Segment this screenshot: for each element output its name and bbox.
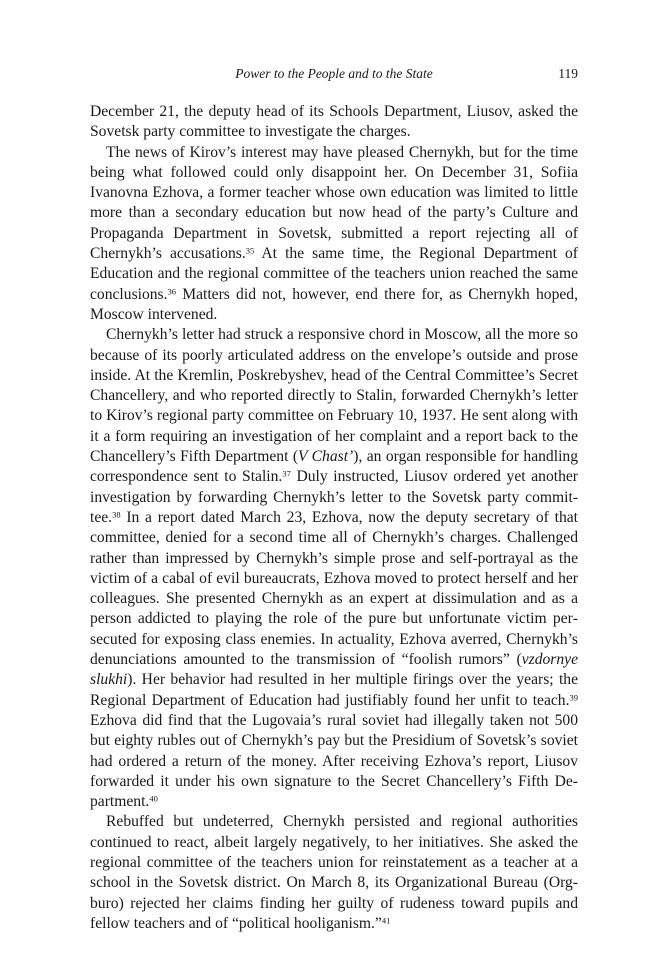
footnote-ref-40: 40 [149, 793, 158, 804]
paragraph-3-italic-v-chast: V Chast’ [298, 448, 354, 466]
running-head [90, 66, 578, 88]
paragraph-3-text-a: Chernykh’s letter had struck a responsive chord in Moscow, all the more so because of its poorly articulated address on the envelope’s outside and prose inside. At the Kremlin, Poskrebyshev, head of the Central Committee’s Secret Chancellery, and who reported directly to Stalin, forwarded Chernykh’s letter to Kirov’s regional party committee on February 10, 1937. He sent along with it a form requiring an investigation of her complaint and a report back to the Chancellery’s Fifth Department ( [90, 326, 578, 466]
paragraph-3-text-b: ), an organ responsible for handling correspondence sent to Stalin. [90, 448, 578, 486]
footnote-ref-39: 39 [569, 691, 578, 702]
book-page [90, 66, 578, 934]
running-title: Power to the People and to the State [235, 66, 433, 81]
paragraph-4 [90, 812, 578, 934]
footnote-ref-41: 41 [381, 915, 391, 926]
paragraph-1 [90, 102, 578, 143]
paragraph-2 [90, 143, 578, 326]
paragraph-3 [90, 325, 578, 812]
paragraph-3-text-f: Ezhova did find that the Lugovaia’s rural soviet had illegally taken not 500 but eighty rubles out of Chernykh’s pay but the Presidium of Sovetsk’s soviet had ordered a return of the money. After receiving Ezhova’s report, Liusov forwarded it under his own signature to the Secret Chancellery’s Fifth Department. [90, 711, 578, 811]
footnote-ref-38: 38 [112, 509, 121, 520]
footnote-ref-37: 37 [282, 468, 291, 479]
paragraph-2-text-a: The news of Kirov’s interest may have pleased Chernykh, but for the time being what followed could only disappoint her. On December 31, Sofiia Ivanovna Ezhova, a former teacher whose own education was limited to little more than a secondary education but now head of the party’s Culture and Propaganda Department in Sovetsk, submitted a report rejecting all of Chernykh’s accusations. [90, 143, 578, 263]
paragraph-2-text-c: Matters did not, however, end there for, as Chernykh hoped, Moscow intervened. [90, 285, 578, 323]
paragraph-1-text: December 21, the deputy head of its Schools Department, Liusov, asked the Sovetsk party committee to investigate the charges. [90, 103, 578, 141]
paragraph-3-text-e: ). Her behavior had resulted in her multiple firings over the years; the Regional Department of Education had justifiably found her unfit to teach. [90, 671, 578, 709]
paragraph-3-text-d: In a report dated March 23, Ezhova, now the deputy secretary of that committee, denied for a second time all of Chernykh’s charges. Challenged rather than impressed by Chernykh’s simple prose and self-portrayal as the victim of a cabal of evil bureaucrats, Ezhova moved to protect herself and her colleagues. She presented Chernykh as an expert at dissimulation and as a person addicted to playing the role of the pure but unfortunate victim persecuted for exposing class enemies. In actuality, Ezhova averred, Chernykh’s denunciations amounted to the transmission of “foolish rumors” ( [90, 508, 578, 669]
paragraph-3-italic-vzdornye-slukhi: vzdornye slukhi [90, 651, 578, 689]
paragraph-4-text-a: Rebuffed but undeterred, Chernykh persisted and regional authorities continued to react, albeit largely negatively, to her initiatives. She asked the regional committee of the teachers union for reinstatement as a teacher at a school in the Sovetsk district. On March 8, its Organizational Bureau (Orgburo) rejected her claims finding her guilty of rudeness toward pupils and fellow teachers and of “political hooliganism.” [90, 813, 578, 932]
footnote-ref-36: 36 [167, 286, 177, 296]
footnote-ref-35: 35 [245, 245, 255, 256]
paragraph-2-text-b: At the same time, the Regional Department of Education and the regional committee of the teachers union reached the same conclusions. [90, 245, 578, 303]
paragraph-3-text-c: Duly instructed, Liusov ordered yet another investigation by forwarding Chernykh’s letter to the Sovetsk party committee. [90, 468, 578, 526]
page-number: 119 [558, 66, 578, 81]
body-text [90, 102, 578, 934]
